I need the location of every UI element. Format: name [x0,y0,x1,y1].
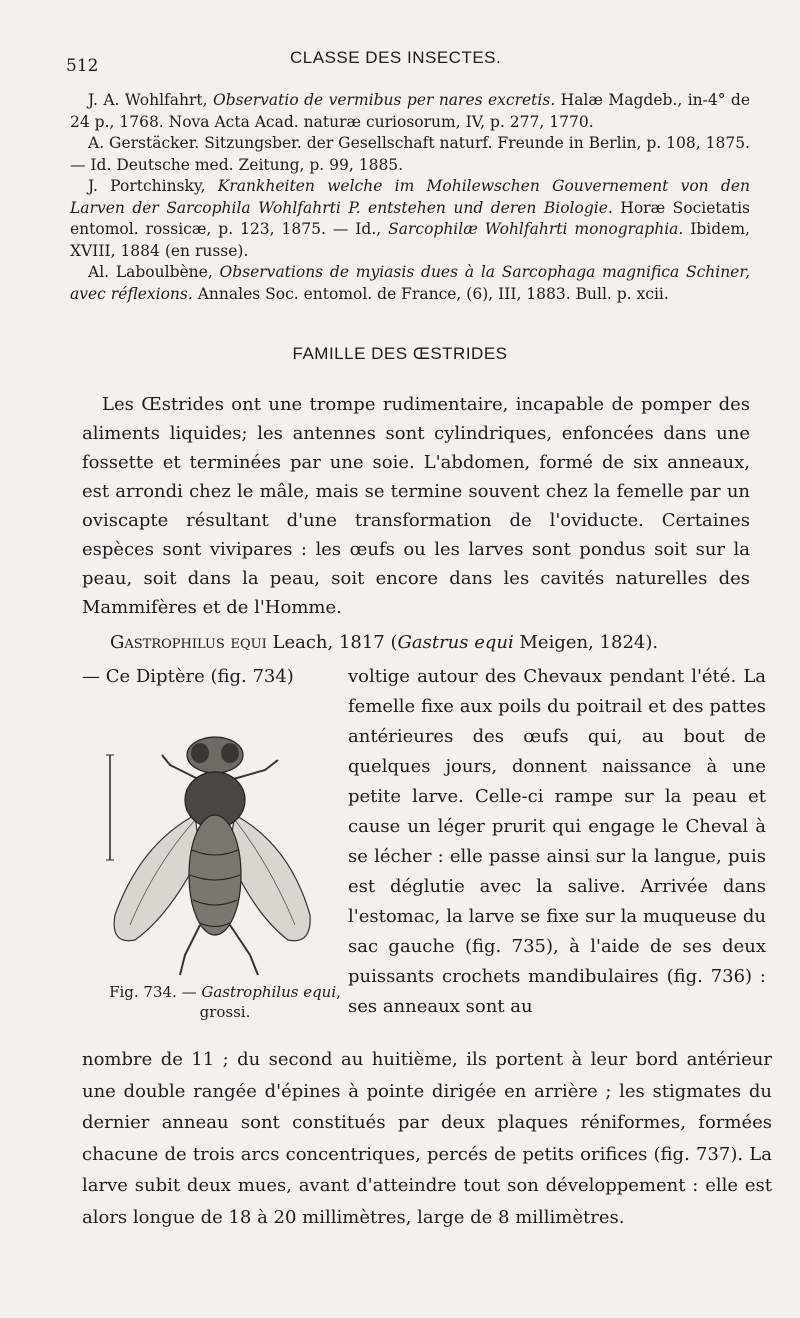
fly-illustration [100,725,320,985]
right-column-text: voltige autour des Chevaux pendant l'été. La femelle fixe aux poils du poitrail et des pattes antérieures des œufs qui, au bout de quelques jours, donnent naissance à une petite larve. Celle-ci rampe sur la peau et cause un léger prurit qui engage le Cheval à se lécher : elle passe ainsi sur la langue, puis est déglutie avec la salive. Arrivée dans l'estomac, la larve se fixe sur la muqueuse du sac gauche (fig. 735), à l'aide de ses deux puissants crochets mandibulaires (fig. 736) : ses anneaux sont au [348,666,766,1017]
genus-name: Gastrophilus equi [110,632,267,653]
reference-item: A. Gerstäcker. Sitzungsber. der Gesellschaft naturf. Freunde in Berlin, p. 108, 1875. — Id. Deutsche med. Zeitung, p. 99, 1885. [70,134,750,174]
bottom-paragraph: nombre de 11 ; du second au huitième, ils portent à leur bord antérieur une double rangée d'épines à pointe dirigée en arrière ; les stigmates du dernier anneau sont constitués par deux plaques réniformes, formées chacune de trois arcs concentriques, percés de petits orifices (fig. 737). La larve subit deux mues, avant d'atteindre tout son développement : elle est alors longue de 18 à 20 millimètres, large de 8 millimètres. [82,1049,772,1228]
reference-item: J. A. Wohlfahrt, Observatio de vermibus per nares excretis. Halæ Magdeb., in-4° de 24 p., 1768. Nova Acta Acad. naturæ curiosorum, IV, p. 277, 1770. [70,91,751,131]
synonym: Gastrus equi [397,632,514,653]
reference-item: J. Portchinsky, Krankheiten welche im Mohilewschen Gouvernement von den Larven der Sarcophila Wohlfahrti P. entstehen und deren Biologie. Horæ Societatis entomol. rossicæ, p. 123, 1875. — Id., Sarcophilæ Wohlfahrti monographia. Ibidem, XVIII, 1884 (en russe). [70,177,750,260]
family-heading: FAMILLE DES ŒSTRIDES [292,344,508,363]
lead-text: — Ce Diptère (fig. 734) [82,666,294,687]
running-title: CLASSE DES INSECTES. [290,48,502,67]
figure-caption: Fig. 734. — Gastrophilus equi, grossi. [109,983,341,1021]
reference-item: Al. Laboulbène, Observations de myiasis dues à la Sarcophaga magnifica Schiner, avec réflexions. Annales Soc. entomol. de France, (6), III, 1883. Bull. p. xcii. [70,263,750,303]
page-number: 512 [66,56,99,76]
page-header [66,46,760,74]
gastrophilus-figure [100,725,320,985]
intro-paragraph: Les Œstrides ont une trompe rudimentaire, incapable de pomper des aliments liquides; les antennes sont cylindriques, enfoncées dans une fossette et terminées par une soie. L'abdomen, formé de six anneaux, est arrondi chez le mâle, mais se termine souvent chez la femelle par un oviscapte résultant d'une transformation de l'oviducte. Certaines espèces sont vivipares : les œufs ou les larves sont pondus soit sur la peau, soit dans la peau, soit encore dans les cavités naturelles des Mammifères et de l'Homme. [82,394,750,618]
species-heading: Gastrophilus equi Leach, 1817 (Gastrus equi Meigen, 1824). [110,632,659,653]
references-list [70,90,750,305]
